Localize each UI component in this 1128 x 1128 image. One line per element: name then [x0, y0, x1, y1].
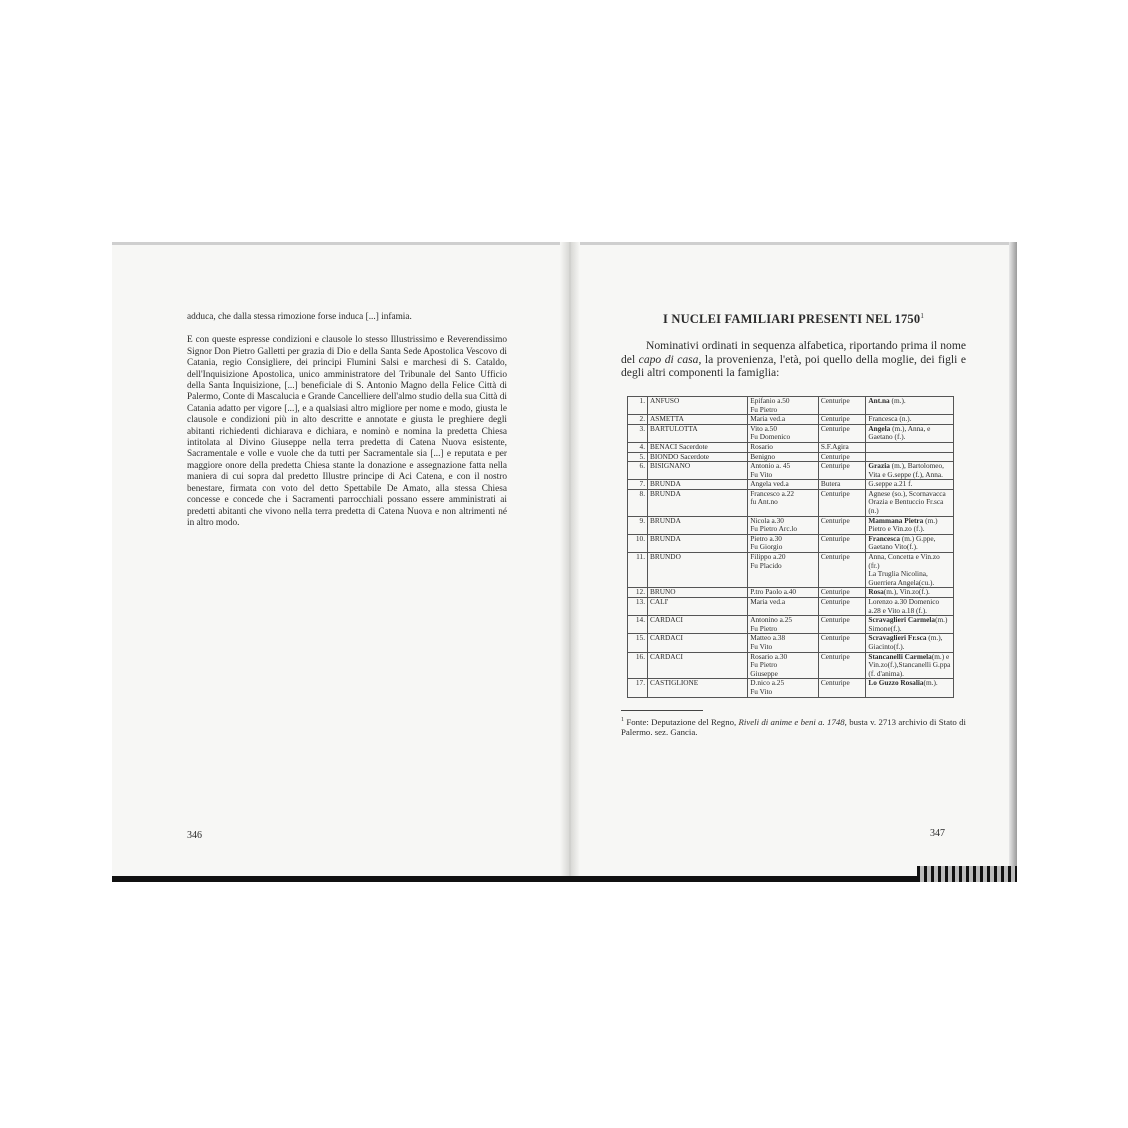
family-members-cell	[866, 598, 954, 616]
spouse-name: Francesca	[868, 533, 900, 543]
spouse-name: Mammana Pietra	[868, 515, 924, 525]
head-of-household-cell: Vito a.50 Fu Domenico	[748, 424, 819, 442]
table-row	[628, 442, 954, 452]
surname-cell: BENACI Sacerdote	[648, 442, 748, 452]
surname-cell: ASMETTA	[648, 415, 748, 425]
origin-cell: Centuripe	[818, 424, 865, 442]
head-of-household-cell: Maria ved.a	[748, 598, 819, 616]
surname-cell: BRUNO	[648, 588, 748, 598]
surname-cell: BRUNDA	[648, 480, 748, 490]
footnote-mark: 1	[621, 716, 624, 723]
head-of-household-cell: Rosario a.30 Fu Pietro Giuseppe	[748, 652, 819, 679]
row-number-cell: 12.	[628, 588, 648, 598]
head-of-household-cell: Rosario	[748, 442, 819, 452]
head-of-household-cell: Epifanio a.50 Fu Pietro	[748, 396, 819, 414]
family-members-cell	[866, 553, 954, 588]
family-text: (m.).	[923, 678, 938, 688]
origin-cell: Centuripe	[818, 598, 865, 616]
row-number-cell: 3.	[628, 424, 648, 442]
table-row	[628, 424, 954, 442]
family-members-cell	[866, 616, 954, 634]
head-of-household-cell: Antonio a. 45 Fu Vito	[748, 462, 819, 480]
intro-text-before: Nominativi ordinati in sequenza alfabetica, riportando prima il nome del	[621, 339, 966, 366]
table-row	[628, 396, 954, 414]
origin-cell: Centuripe	[818, 652, 865, 679]
row-number-cell: 11.	[628, 553, 648, 588]
head-of-household-cell: P.tro Paolo a.40	[748, 588, 819, 598]
family-text: (m.) Simone(f.).	[868, 615, 948, 633]
family-members-cell	[866, 442, 954, 452]
intro-italic: capo di casa	[638, 352, 699, 366]
head-of-household-cell: Pietro a.30 Fu Giorgio	[748, 534, 819, 552]
page-stack-edge	[917, 866, 1017, 882]
origin-cell: Centuripe	[818, 588, 865, 598]
head-of-household-cell: Francesco a.22 fu Ant.no	[748, 489, 819, 516]
footnote	[621, 715, 966, 739]
origin-cell: Centuripe	[818, 534, 865, 552]
family-members-cell	[866, 634, 954, 652]
table-row	[628, 652, 954, 679]
family-members-cell	[866, 396, 954, 414]
family-text: (m.).	[889, 395, 906, 405]
table-row	[628, 462, 954, 480]
head-of-household-cell: Maria ved.a	[748, 415, 819, 425]
origin-cell: Centuripe	[818, 616, 865, 634]
table-row	[628, 516, 954, 534]
origin-cell: Centuripe	[818, 553, 865, 588]
spouse-name: Ant.na	[868, 395, 890, 405]
head-of-household-cell: Nicola a.30 Fu Pietro Arc.lo	[748, 516, 819, 534]
row-number-cell: 8.	[628, 489, 648, 516]
surname-cell: CALI'	[648, 598, 748, 616]
surname-cell: CARDACI	[648, 616, 748, 634]
family-members-cell	[866, 652, 954, 679]
family-text: (m.), Anna, e Gaetano (f.).	[868, 423, 931, 442]
page-right-edge	[1009, 242, 1017, 882]
row-number-cell: 10.	[628, 534, 648, 552]
head-of-household-cell: Matteo a.38 Fu Vito	[748, 634, 819, 652]
spouse-name: Lo Guzzo Rosalia	[868, 678, 924, 688]
family-members-cell	[866, 424, 954, 442]
row-number-cell: 17.	[628, 679, 648, 697]
origin-cell: Centuripe	[818, 489, 865, 516]
family-text: (m.) e Vin.zo(f.),Stancanelli G.ppa (f. d'anima).	[868, 651, 951, 678]
family-members-cell	[866, 462, 954, 480]
section-title-text: I NUCLEI FAMILIARI PRESENTI NEL 1750	[662, 312, 921, 327]
spouse-name: Angela	[868, 423, 891, 433]
family-text: (m.) G.ppe, Gaetano Vito(f.).	[868, 533, 936, 552]
row-number-cell: 9.	[628, 516, 648, 534]
spouse-name: Stancanelli Carmela	[868, 651, 932, 661]
right-page-number: 347	[930, 828, 945, 839]
family-text: Lorenzo a.30 Domenico a.28 e Vito a.18 (f.).	[868, 597, 940, 615]
head-of-household-cell: D.nico a.25 Fu Vito	[748, 679, 819, 697]
row-number-cell: 7.	[628, 480, 648, 490]
spouse-name: Scravaglieri Carmela	[868, 615, 936, 625]
head-of-household-cell: Angela ved.a	[748, 480, 819, 490]
surname-cell: BRUNDA	[648, 516, 748, 534]
origin-cell: Centuripe	[818, 415, 865, 425]
origin-cell: Butera	[818, 480, 865, 490]
origin-cell: Centuripe	[818, 516, 865, 534]
origin-cell: Centuripe	[818, 462, 865, 480]
footnote-text-after: , busta v. 2713 archivio di Stato di Palermo. sez. Gancia.	[621, 716, 966, 738]
row-number-cell: 14.	[628, 616, 648, 634]
family-text: G.seppe a.21 f.	[868, 479, 913, 489]
left-paragraph-1: adduca, che dalla stessa rimozione forse induca [...] infamia.	[187, 312, 412, 322]
family-text: Agnese (so.), Scornavacca Orazia e Bentuccio Fr.sca (n.)	[868, 488, 946, 516]
spouse-name: Grazia	[868, 461, 890, 471]
surname-cell: BRUNDA	[648, 534, 748, 552]
table-row	[628, 534, 954, 552]
table-row	[628, 679, 954, 697]
row-number-cell: 15.	[628, 634, 648, 652]
row-number-cell: 1.	[628, 396, 648, 414]
row-number-cell: 13.	[628, 598, 648, 616]
intro-text-after: , la provenienza, l'età, poi quello della moglie, dei figli e degli altri componenti la famiglia:	[621, 352, 967, 380]
row-number-cell: 2.	[628, 415, 648, 425]
table-row	[628, 598, 954, 616]
title-footnote-mark: 1	[920, 312, 925, 320]
row-number-cell: 6.	[628, 462, 648, 480]
book-spread	[112, 242, 1017, 882]
surname-cell: BRUNDO	[648, 553, 748, 588]
left-page	[187, 312, 507, 541]
book-gutter	[560, 242, 580, 882]
family-text: (m.), Vin.zo(f.).	[883, 587, 930, 597]
table-row	[628, 553, 954, 588]
footnote-italic: Riveli di anime e beni a. 1748	[738, 716, 845, 727]
surname-cell: CASTIGLIONE	[648, 679, 748, 697]
family-members-cell	[866, 489, 954, 516]
origin-cell: Centuripe	[818, 634, 865, 652]
family-text: Anna, Concetta e Vin.zo (fr.) La Truglia Nicolina, Guerriera Angela(cu.).	[868, 552, 940, 587]
scan-bottom-edge	[112, 876, 1017, 882]
origin-cell: Centuripe	[818, 396, 865, 414]
head-of-household-cell: Filippo a.20 Fu Placido	[748, 553, 819, 588]
section-title	[621, 312, 966, 327]
left-paragraph-2: E con queste espresse condizioni e clausole lo stesso Illustrissimo e Reverendissimo Signor Don Pietro Galletti per grazia di Dio e della Santa Sede Apostolica Vescovo di Catania, regio Consigliere, dei principi Flumini Salsi e marchesi di S. Cataldo, dell'Inquisizione Apostolica, unico amministratore del Tribunale del Santo Ufficio della Santa Inquisizione, [...] beneficiale di S. Antonio Magno della Felice Città di Palermo, Conte di Mascalucia e Grande Cancelliere dell'almo studio della sua Città di Catania adatto per vigore [...], e a qualsiasi altro migliore per nome e modo, giusta le clausole e condizioni più in alto descritte e annotate e giusta le preghiere degli abitanti richiedenti dichiarava e dichiara, e nominò e nomina la predetta Chiesa intitolata al Divino Giuseppe nella terra predetta di Catena Nuova esistente, Sacramentale e volle e vuole che da tutti per Sacramentale sia [...] e reputata e per maggiore onore della predetta Chiesa stante la donazione e assegnazione fatta nella maniera di cui sopra dal predetto Illustre principe di Aci Catena, e con il nostro benestare, firmata con voto del detto Spettabile De Amato, alla stessa Chiesa concesse e concede che i Sacramenti parrocchiali possano essere amministrati ai predetti abitanti che vivono nella terra predetta di Catena Nuova e non altrimenti né in altro modo.	[187, 335, 507, 528]
surname-cell: BIONDO Sacerdote	[648, 452, 748, 462]
surname-cell: BARTULOTTA	[648, 424, 748, 442]
surname-cell: CARDACI	[648, 652, 748, 679]
table-row	[628, 489, 954, 516]
family-members-cell	[866, 679, 954, 697]
families-table	[627, 396, 954, 698]
table-row	[628, 634, 954, 652]
origin-cell: S.F.Agira	[818, 442, 865, 452]
spouse-name: Scravaglieri Fr.sca	[868, 633, 927, 643]
family-members-cell	[866, 516, 954, 534]
head-of-household-cell: Antonino a.25 Fu Pietro	[748, 616, 819, 634]
family-text: (m.), Bartolomeo, Vita e G.seppe (f.), Anna.	[868, 461, 944, 479]
origin-cell: Centuripe	[818, 452, 865, 462]
spouse-name: Rosa	[868, 587, 884, 597]
family-text: (m.), Giacinto(f.).	[868, 633, 943, 651]
surname-cell: BISIGNANO	[648, 462, 748, 480]
right-page	[621, 312, 966, 738]
footnote-text-before: Fonte: Deputazione del Regno,	[624, 716, 739, 727]
row-number-cell: 5.	[628, 452, 648, 462]
family-text: Francesca (n.).	[868, 414, 912, 424]
origin-cell: Centuripe	[818, 679, 865, 697]
row-number-cell: 16.	[628, 652, 648, 679]
row-number-cell: 4.	[628, 442, 648, 452]
surname-cell: BRUNDA	[648, 489, 748, 516]
family-text: (m.) Pietro e Vin.zo (f.).	[868, 515, 938, 534]
head-of-household-cell: Benigno	[748, 452, 819, 462]
table-row	[628, 616, 954, 634]
intro-paragraph	[621, 339, 966, 380]
surname-cell: CARDACI	[648, 634, 748, 652]
left-page-number: 346	[187, 830, 202, 841]
footnote-rule	[621, 710, 703, 711]
surname-cell: ANFUSO	[648, 396, 748, 414]
family-members-cell	[866, 534, 954, 552]
